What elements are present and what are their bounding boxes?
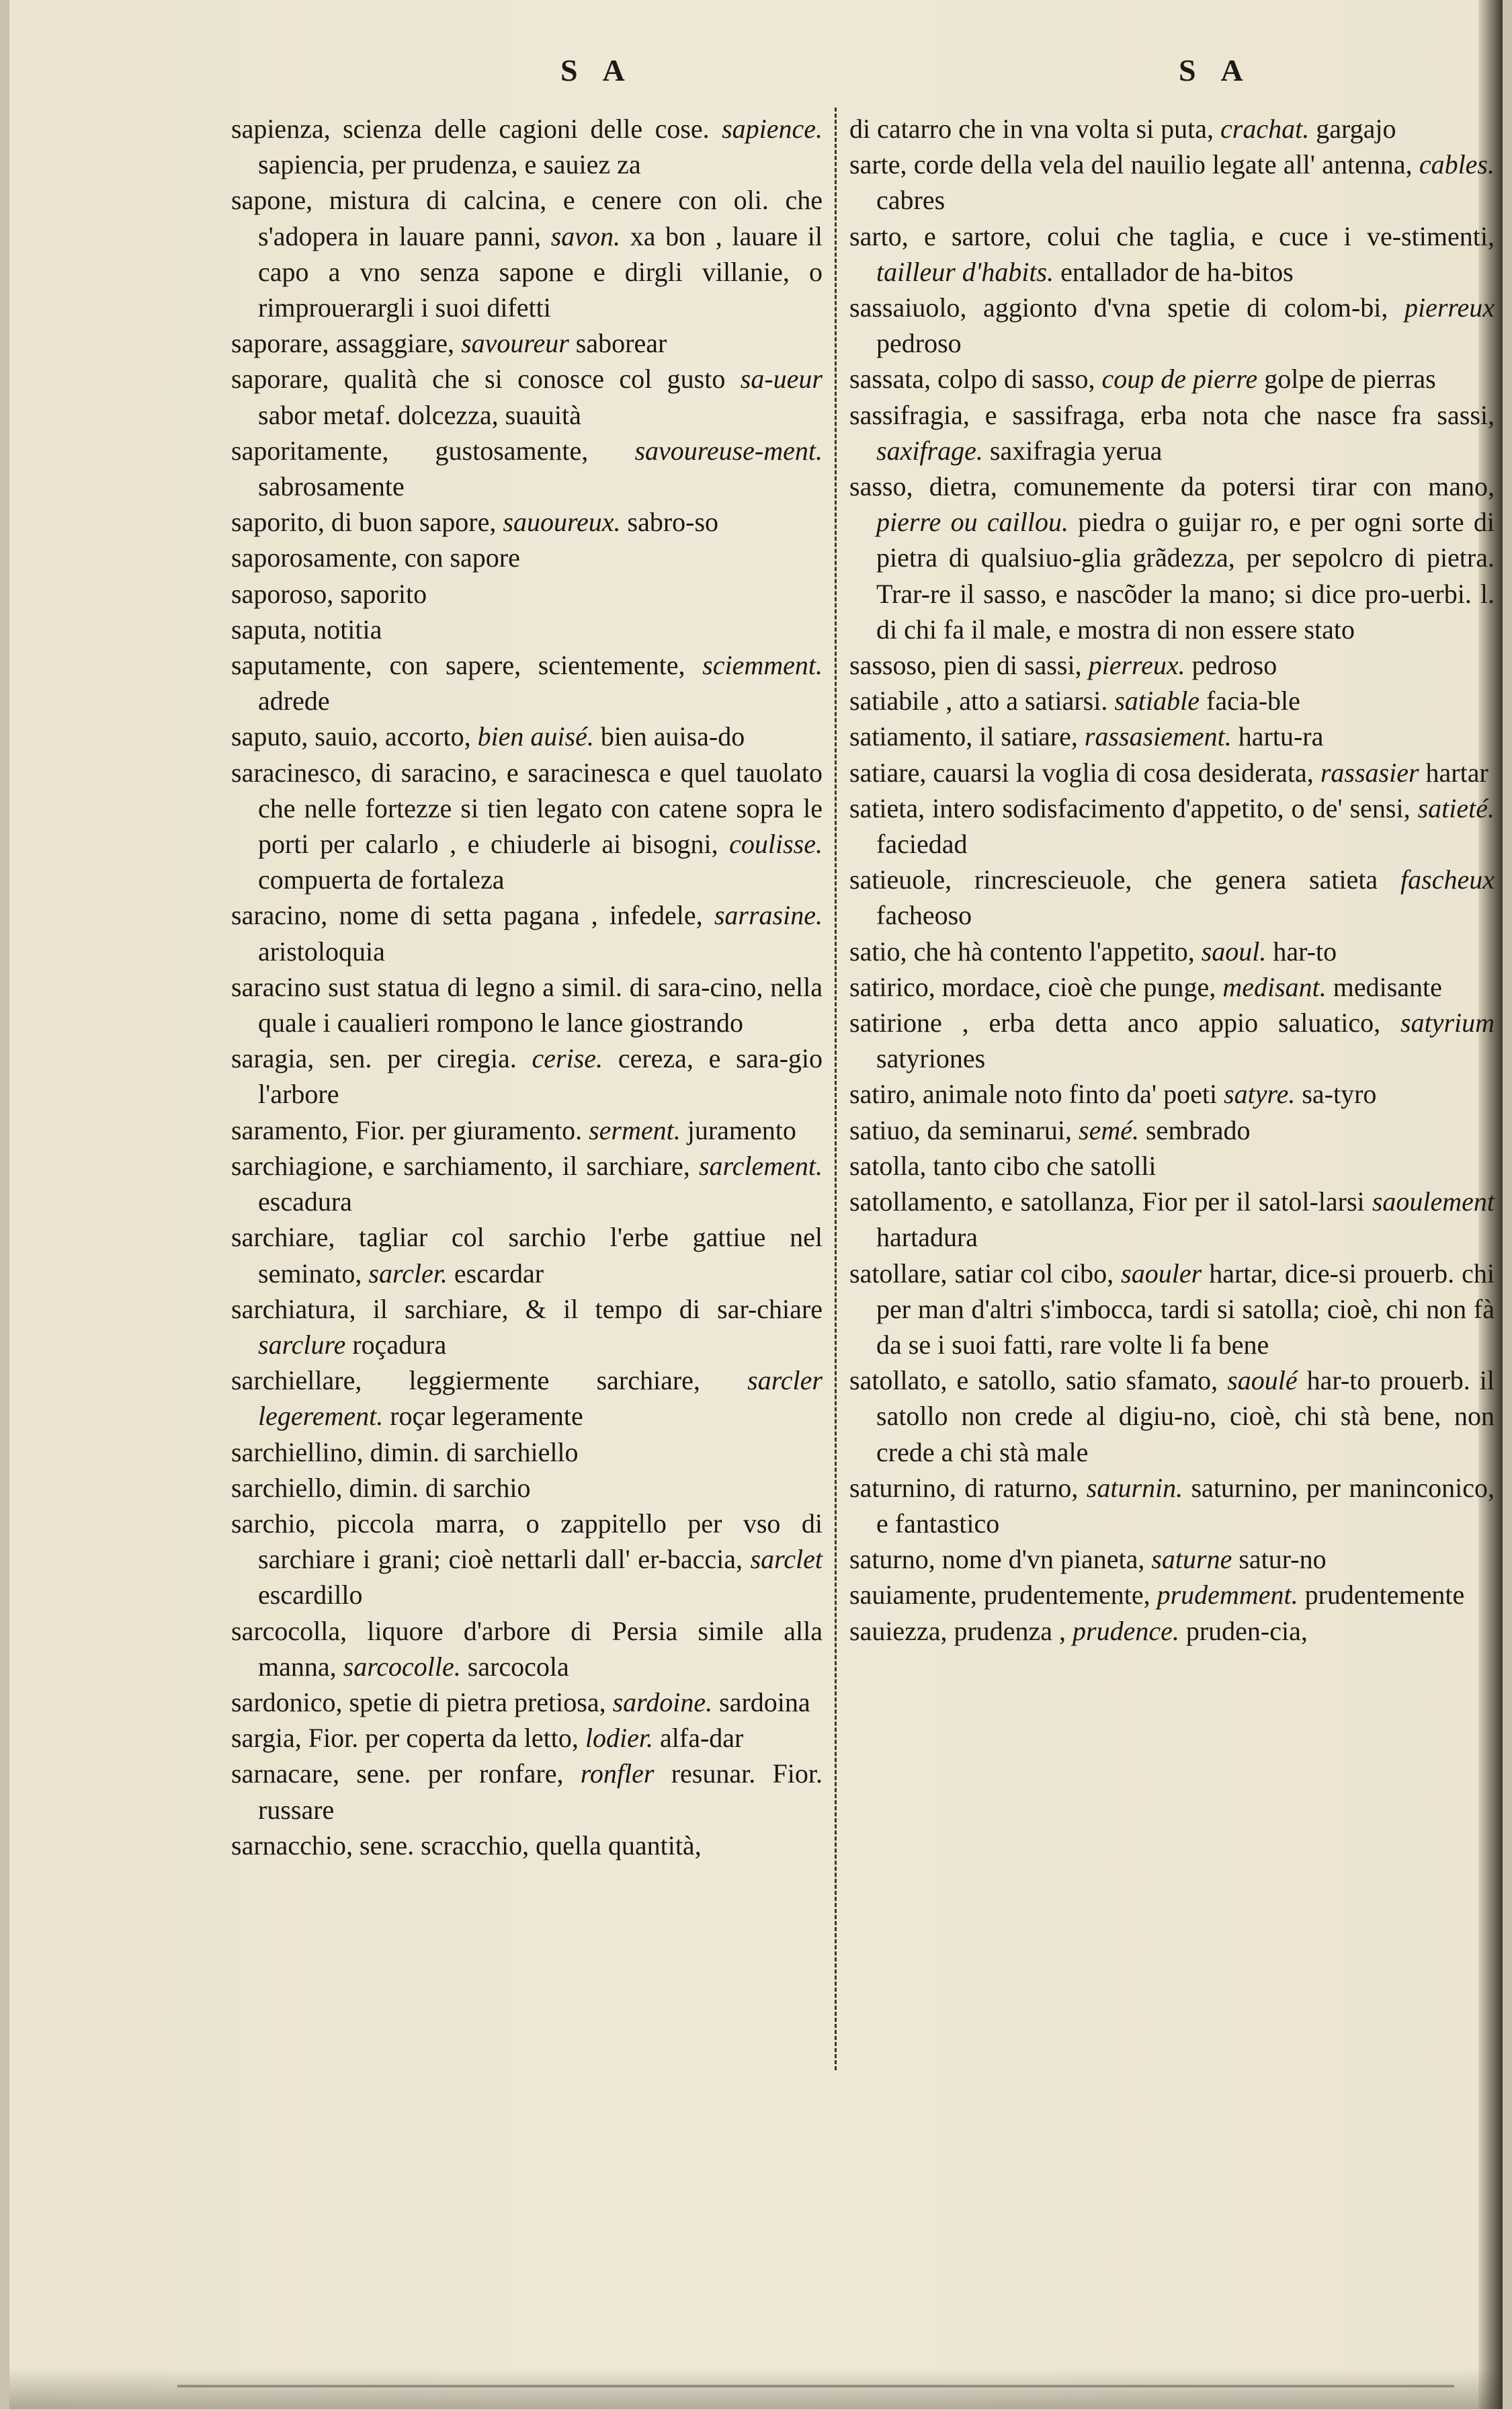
entry-spanish: har-to prouerb. il satollo non crede al digiu-no, cioè, chi stà bene, non crede a chi stà male xyxy=(876,1365,1495,1467)
entry-spanish: faciedad xyxy=(876,829,968,860)
bottom-rule xyxy=(177,2385,1454,2387)
entry-spanish: facheoso xyxy=(876,900,972,931)
entry-french: lodier. xyxy=(585,1723,653,1754)
dictionary-entry xyxy=(231,1470,823,1506)
dictionary-entry xyxy=(849,647,1495,683)
dictionary-entry xyxy=(231,1219,823,1291)
dictionary-entry xyxy=(231,719,823,754)
dictionary-entry xyxy=(849,1184,1495,1255)
dictionary-entry xyxy=(231,361,823,432)
entry-italian: sarto, e sartore, colui che taglia, e cuce i ve-stimenti, xyxy=(849,220,1495,251)
entry-french: coup de pierre xyxy=(1101,364,1258,395)
entry-italian: satiuo, da seminarui, xyxy=(849,1114,1073,1145)
entry-italian: saturno, nome d'vn pianeta, xyxy=(849,1544,1145,1575)
dictionary-entry xyxy=(231,182,823,325)
dictionary-entry xyxy=(231,1291,823,1362)
entry-italian: sassaiuolo, aggionto d'vna spetie di colom-bi, xyxy=(849,292,1388,323)
entry-french: savoureur xyxy=(461,328,569,359)
entry-spanish: saborear xyxy=(575,328,667,359)
entry-french: prudence. xyxy=(1073,1615,1179,1646)
entry-spanish: pedroso xyxy=(876,328,962,359)
entry-french: sardoine. xyxy=(612,1686,713,1717)
entry-italian: sarnacchio, sene. scracchio, quella quantità, xyxy=(231,1830,702,1861)
entry-italian: satiamento, il satiare, xyxy=(849,721,1078,752)
dictionary-entry xyxy=(849,683,1495,719)
entry-italian: saporare, qualità che si conosce col gusto xyxy=(231,364,726,395)
entry-italian: saracinesco, di saracino, e saracinesca e quel tauolato che nelle fortezze si tien legato con catene sopra le porti per calarlo , e chiuderle ai bisogni, xyxy=(231,757,823,860)
dictionary-entry xyxy=(849,1076,1495,1112)
entry-french: medisant. xyxy=(1222,971,1327,1002)
entry-spanish: golpe de pierras xyxy=(1264,364,1436,395)
entry-spanish: pruden-cia, xyxy=(1185,1615,1308,1646)
dictionary-entry xyxy=(231,1112,823,1148)
entry-french: savon. xyxy=(550,220,621,251)
dictionary-entry xyxy=(231,647,823,719)
entry-italian: satolla, tanto cibo che satolli xyxy=(849,1150,1157,1181)
entry-spanish: cabres xyxy=(876,185,946,216)
dictionary-entry xyxy=(231,969,823,1040)
dictionary-entry xyxy=(231,1720,823,1756)
dictionary-entry xyxy=(231,755,823,898)
entry-spanish: medisante xyxy=(1333,971,1442,1002)
dictionary-entry xyxy=(849,1541,1495,1577)
entry-italian: saputa, notitia xyxy=(231,614,382,645)
column-divider xyxy=(835,108,837,2070)
dictionary-entry xyxy=(231,1684,823,1720)
dictionary-entry xyxy=(231,612,823,647)
entry-italian: saporare, assaggiare, xyxy=(231,328,455,359)
entry-spanish: compuerta de fortaleza xyxy=(258,864,505,895)
entry-spanish: escadura xyxy=(258,1186,352,1217)
entry-italian: sarchiellino, dimin. di sarchiello xyxy=(231,1436,579,1467)
dictionary-entry xyxy=(849,1613,1495,1649)
entry-italian: satiabile , atto a satiarsi. xyxy=(849,686,1108,717)
entry-spanish: juramento xyxy=(687,1114,796,1145)
dictionary-entry xyxy=(849,934,1495,969)
entry-italian: saturnino, di raturno, xyxy=(849,1472,1079,1503)
entry-spanish: saxifragia yerua xyxy=(989,435,1163,466)
entry-french: savoureuse-ment. xyxy=(634,435,823,466)
dictionary-entry xyxy=(231,504,823,540)
entry-french: saoulé xyxy=(1227,1365,1298,1396)
entry-italian: sarchio, piccola marra, o zappitello per vso di sarchiare i grani; cioè nettarli dall' er-baccia, xyxy=(231,1508,823,1575)
entry-italian: sapienza, scienza delle cagioni delle cose. xyxy=(231,114,710,144)
entry-italian: sarchiagione, e sarchiamento, il sarchiare, xyxy=(231,1150,690,1181)
entry-italian: sassoso, pien di sassi, xyxy=(849,650,1082,681)
entry-spanish: alfa-dar xyxy=(660,1723,744,1754)
entry-italian: saputamente, con sapere, scientemente, xyxy=(231,650,685,681)
entry-french: sarclure xyxy=(258,1329,346,1360)
entry-italian: sarchiello, dimin. di sarchio xyxy=(231,1472,531,1503)
entry-italian: saracino, nome di setta pagana , infedele, xyxy=(231,900,703,931)
entry-italian: saporosamente, con sapore xyxy=(231,542,520,573)
entry-spanish: saturnino, per maninconico, e fantastico xyxy=(876,1472,1495,1539)
entry-italian: saracino sust statua di legno a simil. di sara-cino, nella quale i caualieri rompono le lance giostrando xyxy=(231,971,823,1038)
entry-spanish: bien auisa-do xyxy=(600,721,745,752)
entry-french: satiable xyxy=(1114,686,1200,717)
entry-spanish: sardoina xyxy=(719,1686,810,1717)
entry-italian: saramento, Fior. per giuramento. xyxy=(231,1114,583,1145)
entry-french: sauoureux. xyxy=(503,507,621,538)
entry-italian: saporitamente, gustosamente, xyxy=(231,435,589,466)
dictionary-entry xyxy=(231,576,823,612)
entry-italian: sarnacare, sene. per ronfare, xyxy=(231,1758,564,1789)
running-header-left: S A xyxy=(560,53,634,87)
entry-french: crachat. xyxy=(1220,114,1310,144)
entry-italian: sasso, dietra, comunemente da potersi tirar con mano, xyxy=(849,471,1495,502)
dictionary-entry xyxy=(849,290,1495,361)
entry-french: rassasiement. xyxy=(1084,721,1232,752)
entry-french: cables. xyxy=(1419,149,1495,180)
entry-italian: saporoso, saporito xyxy=(231,578,427,609)
entry-italian: di catarro che in vna volta si puta, xyxy=(849,114,1214,144)
entry-italian: sauiezza, prudenza , xyxy=(849,1615,1066,1646)
dictionary-entry xyxy=(849,361,1495,397)
entry-spanish: sabor metaf. dolcezza, suauità xyxy=(258,399,581,430)
entry-spanish: sapiencia, per prudenza, e sauiez za xyxy=(258,149,641,180)
entry-italian: satieuole, rincrescieuole, che genera satieta xyxy=(849,864,1378,895)
entry-italian: satollamento, e satollanza, Fior per il satol-larsi xyxy=(849,1186,1365,1217)
entry-french: sarrasine. xyxy=(714,900,823,931)
entry-french: sarcler legerement. xyxy=(258,1365,823,1432)
entry-spanish: escardillo xyxy=(258,1580,363,1610)
dictionary-entry xyxy=(849,790,1495,862)
dictionary-entry xyxy=(231,433,823,504)
dictionary-entry xyxy=(231,540,823,575)
entry-spanish: sa-tyro xyxy=(1302,1079,1377,1110)
dictionary-entry xyxy=(849,862,1495,933)
entry-italian: satio, che hà contento l'appetito, xyxy=(849,936,1195,967)
entry-spanish: har-to xyxy=(1273,936,1337,967)
entry-french: rassasier xyxy=(1320,757,1419,788)
entry-italian: sarchiatura, il sarchiare, & il tempo di sar-chiare xyxy=(231,1293,823,1324)
page-bottom-shadow xyxy=(9,2369,1503,2409)
dictionary-entry xyxy=(231,1828,823,1863)
entry-french: saturnin. xyxy=(1086,1472,1183,1503)
entry-french: sciemment. xyxy=(702,650,823,681)
entry-french: pierreux xyxy=(1404,292,1495,323)
entry-french: cerise. xyxy=(532,1043,603,1074)
entry-italian: satollare, satiar col cibo, xyxy=(849,1258,1114,1289)
entry-spanish: entallador de ha-bitos xyxy=(1060,256,1294,287)
entry-spanish: hartadura xyxy=(876,1222,978,1253)
dictionary-page xyxy=(9,0,1503,2409)
entry-french: saoul. xyxy=(1201,936,1267,967)
entry-spanish: facia-ble xyxy=(1206,686,1300,717)
dictionary-entry xyxy=(849,468,1495,647)
entry-french: coulisse. xyxy=(729,829,823,860)
entry-spanish: satyriones xyxy=(876,1043,986,1074)
entry-spanish: sembrado xyxy=(1146,1114,1251,1145)
entry-italian: sassata, colpo di sasso, xyxy=(849,364,1095,395)
entry-spanish: roçar legeramente xyxy=(390,1401,583,1432)
entry-italian: sarcocolla, liquore d'arbore di Persia simile alla manna, xyxy=(231,1615,823,1682)
entry-spanish: adrede xyxy=(258,686,330,717)
dictionary-entry xyxy=(849,1362,1495,1470)
entry-spanish: roçadura xyxy=(352,1329,447,1360)
entry-french: fascheux xyxy=(1400,864,1495,895)
left-column xyxy=(231,111,823,1863)
dictionary-entry xyxy=(849,111,1495,147)
entry-spanish: resunar. Fior. russare xyxy=(258,1758,823,1825)
entry-spanish: satur-no xyxy=(1238,1544,1327,1575)
entry-italian: satiro, animale noto finto da' poeti xyxy=(849,1079,1218,1110)
dictionary-entry xyxy=(231,1506,823,1613)
dictionary-entry xyxy=(849,969,1495,1005)
entry-french: sarclement. xyxy=(698,1150,823,1181)
entry-french: sarcocolle. xyxy=(343,1651,461,1682)
entry-spanish: cereza, e sara-gio l'arbore xyxy=(258,1043,823,1110)
entry-french: sarcler. xyxy=(368,1258,448,1289)
entry-french: sa-ueur xyxy=(740,364,823,395)
entry-french: saouler xyxy=(1121,1258,1202,1289)
entry-italian: sarchiellare, leggiermente sarchiare, xyxy=(231,1365,700,1396)
entry-spanish: piedra o guijar ro, e per ogni sorte di pietra di qualsiuo-glia grãdezza, per sepolcro di pietra. Trar-re il sasso, e nascõder la mano; si dice pro-uerbi. l. di chi fa il male, e mostra di non essere stato xyxy=(876,507,1495,645)
dictionary-entry xyxy=(231,1148,823,1219)
entry-spanish: aristoloquia xyxy=(258,936,385,967)
entry-spanish: sabro-so xyxy=(627,507,719,538)
entry-italian: sarchiare, tagliar col sarchio l'erbe gattiue nel seminato, xyxy=(231,1222,823,1289)
entry-spanish: escardar xyxy=(454,1258,544,1289)
entry-italian: satirione , erba detta anco appio saluatico, xyxy=(849,1008,1381,1038)
dictionary-entry xyxy=(849,755,1495,790)
entry-french: satyrium xyxy=(1400,1008,1495,1038)
entry-french: bien auisé. xyxy=(477,721,594,752)
entry-italian: sassifragia, e sassifraga, erba nota che nasce fra sassi, xyxy=(849,399,1495,430)
entry-italian: satieta, intero sodisfacimento d'appetito, o de' sensi, xyxy=(849,792,1411,823)
dictionary-entry xyxy=(849,147,1495,218)
dictionary-entry xyxy=(849,1256,1495,1363)
entry-french: saoulement xyxy=(1372,1186,1495,1217)
dictionary-entry xyxy=(849,1577,1495,1612)
entry-italian: sauiamente, prudentemente, xyxy=(849,1580,1150,1610)
entry-french: pierreux. xyxy=(1088,650,1185,681)
dictionary-entry xyxy=(849,1112,1495,1148)
dictionary-entry xyxy=(231,1362,823,1434)
entry-spanish: hartu-ra xyxy=(1238,721,1324,752)
entry-french: saxifrage. xyxy=(876,435,983,466)
entry-spanish: hartar, dice-si prouerb. chi per man d'altri s'imbocca, tardi si satolla; cioè, chi non fà da se i suoi fatti, rare volte li fa bene xyxy=(876,1258,1495,1360)
entry-french: prudemment. xyxy=(1157,1580,1298,1610)
entry-french: sapience. xyxy=(722,114,823,144)
dictionary-entry xyxy=(849,1148,1495,1184)
entry-italian: saputo, sauio, accorto, xyxy=(231,721,471,752)
entry-italian: sapone, mistura di calcina, e cenere con oli. che s'adopera in lauare panni, xyxy=(231,185,823,251)
dictionary-entry xyxy=(849,218,1495,290)
entry-spanish: pedroso xyxy=(1191,650,1277,681)
entry-italian: saragia, sen. per ciregia. xyxy=(231,1043,517,1074)
dictionary-entry xyxy=(849,1005,1495,1076)
entry-italian: sarte, corde della vela del nauilio legate all' antenna, xyxy=(849,149,1413,180)
dictionary-entry xyxy=(231,1434,823,1470)
dictionary-entry xyxy=(849,719,1495,754)
entry-spanish: gargajo xyxy=(1316,114,1396,144)
entry-spanish: sarcocola xyxy=(467,1651,569,1682)
entry-italian: satirico, mordace, cioè che punge, xyxy=(849,971,1216,1002)
right-column xyxy=(849,111,1495,1649)
entry-spanish: prudentemente xyxy=(1304,1580,1465,1610)
entry-french: tailleur d'habits. xyxy=(876,256,1054,287)
entry-french: sarclet xyxy=(750,1544,823,1575)
entry-spanish: xa bon , lauare il capo a vno senza sapone e dirgli villanie, o rimprouerargli i suoi difetti xyxy=(258,220,823,323)
entry-italian: saporito, di buon sapore, xyxy=(231,507,497,538)
entry-french: satyre. xyxy=(1224,1079,1296,1110)
entry-italian: satollato, e satollo, satio sfamato, xyxy=(849,1365,1218,1396)
entry-french: saturne xyxy=(1151,1544,1232,1575)
entry-spanish: sabrosamente xyxy=(258,471,405,502)
dictionary-entry xyxy=(231,1040,823,1112)
entry-italian: sargia, Fior. per coperta da letto, xyxy=(231,1723,579,1754)
dictionary-entry xyxy=(231,1613,823,1684)
dictionary-entry xyxy=(231,1756,823,1827)
dictionary-entry xyxy=(849,397,1495,468)
entry-french: pierre ou caillou. xyxy=(876,507,1068,538)
entry-italian: satiare, cauarsi la voglia di cosa desiderata, xyxy=(849,757,1314,788)
entry-spanish: hartar xyxy=(1425,757,1488,788)
dictionary-entry xyxy=(231,325,823,361)
entry-french: satieté. xyxy=(1417,792,1495,823)
dictionary-entry xyxy=(231,897,823,969)
entry-italian: sardonico, spetie di pietra pretiosa, xyxy=(231,1686,606,1717)
entry-french: semé. xyxy=(1079,1114,1140,1145)
entry-french: serment. xyxy=(589,1114,681,1145)
dictionary-entry xyxy=(849,1470,1495,1541)
running-header-right: S A xyxy=(1179,53,1253,87)
dictionary-entry xyxy=(231,111,823,182)
entry-french: ronfler xyxy=(580,1758,655,1789)
